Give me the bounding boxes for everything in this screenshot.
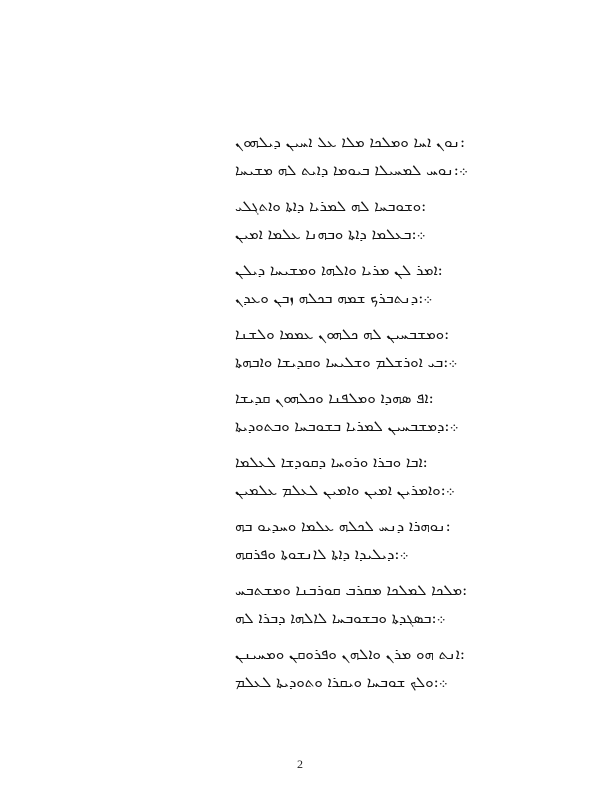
verse-line bbox=[235, 412, 565, 440]
verse-line-text: ܀:ܕܢܬܒܪܟ ܫܡܗ ܒܟܠܗ ܙܒܢ ܘܥܕܢ bbox=[235, 289, 433, 307]
verse-line-text: ܀:ܒܝ ܐܘܪܫܠܡ ܘܫܠܝܚܐ ܘܩܕܝܫܐ ܘܐܒܗܬܐ bbox=[235, 353, 458, 371]
stanza bbox=[235, 512, 565, 576]
verse-line-text: :ܐܡܪ ܠܢ ܡܪܝܐ ܘܐܠܗܐ ܘܡܫܝܚܐ ܕܝܠܢ bbox=[235, 261, 443, 279]
verse-line bbox=[235, 640, 565, 668]
verse-line bbox=[235, 284, 565, 312]
verse-line bbox=[235, 668, 565, 696]
verse-line bbox=[235, 320, 565, 348]
verse-line-text: :ܐܦ ܣܗܕܐ ܘܡܠܦܢܐ ܘܟܠܗܘܢ ܩܕܝܫܐ bbox=[235, 389, 434, 407]
stanza bbox=[235, 384, 565, 448]
stanza bbox=[235, 320, 565, 384]
stanza bbox=[235, 128, 565, 192]
stanza bbox=[235, 640, 565, 704]
verse-line-text: :ܘܫܘܒܚܐ ܠܗ ܠܡܪܝܐ ܕܐܬܐ ܘܐܬܓܠܝ bbox=[235, 197, 427, 215]
verse-line-text: ܀:ܘܠܟ ܫܘܒܚܐ ܘܝܩܪܐ ܘܬܘܕܝܬܐ ܠܥܠܡ bbox=[235, 673, 448, 691]
verse-line-text: ܀:ܢܘܚ ܠܡܚܝܠܐ ܒܝܘܡܐ ܕܐܝܬ ܠܗ ܡܫܝܚܐ bbox=[235, 161, 468, 179]
verse-line bbox=[235, 512, 565, 540]
stanza bbox=[235, 448, 565, 512]
stanza bbox=[235, 192, 565, 256]
stanza bbox=[235, 576, 565, 640]
verse-line bbox=[235, 220, 565, 248]
verse-line bbox=[235, 348, 565, 376]
verse-line bbox=[235, 256, 565, 284]
verse-line bbox=[235, 540, 565, 568]
verse-line-text: :ܢܘܢ ܐܚܐ ܘܡܠܟܐ ܡܠܐ ܥܠ ܐܚܝܢ ܕܝܠܗܘܢ bbox=[235, 133, 466, 151]
verse-line-text: :ܘܡܫܒܚܝܢ ܠܗ ܟܠܗܘܢ ܥܡܡܐ ܘܠܫܢܐ bbox=[235, 325, 450, 343]
verse-line bbox=[235, 192, 565, 220]
verse-line-text: ܀:ܒܥܠܡܐ ܕܐܬܐ ܘܒܗܢܐ ܥܠܡܐ ܐܡܝܢ bbox=[235, 225, 426, 243]
verse-line-text: :ܐܒܐ ܘܒܪܐ ܘܪܘܚܐ ܕܩܘܕܫܐ ܠܥܠܡܐ bbox=[235, 453, 428, 471]
verse-block bbox=[235, 128, 565, 704]
verse-line bbox=[235, 384, 565, 412]
verse-line-text: :ܡܠܟܐ ܠܡܠܟܐ ܡܩܪܒ ܩܘܪܒܢܐ ܘܡܫܬܒܚ bbox=[235, 581, 468, 599]
verse-line-text: :ܐܢܬ ܗܘ ܡܪܢ ܘܐܠܗܢ ܘܦܪܘܩܢ ܘܡܚܝܢܢ bbox=[235, 645, 465, 663]
verse-line-text: ܀:ܕܡܫܒܚܝܢ ܠܡܪܝܐ ܒܫܘܒܚܐ ܘܒܬܘܕܝܬܐ bbox=[235, 417, 459, 435]
verse-line bbox=[235, 576, 565, 604]
verse-line bbox=[235, 604, 565, 632]
verse-line-text: ܀:ܘܐܡܪܝܢ ܐܡܝܢ ܘܐܡܝܢ ܠܥܠܡ ܥܠܡܝܢ bbox=[235, 481, 455, 499]
verse-line-text: ܀:ܕܝܠܝܕܐ ܕܐܬܐ ܠܐܢܫܘܬܐ ܘܦܪܩܗ bbox=[235, 545, 409, 563]
verse-line bbox=[235, 448, 565, 476]
verse-line bbox=[235, 128, 565, 156]
page-number: 2 bbox=[297, 757, 303, 771]
verse-line-text: ܀:ܒܣܓܕܬܐ ܘܒܫܘܒܚܐ ܠܐܠܗܐ ܕܒܪܐ ܠܗ bbox=[235, 609, 446, 627]
verse-line bbox=[235, 476, 565, 504]
stanza bbox=[235, 256, 565, 320]
verse-line bbox=[235, 156, 565, 184]
verse-line-text: :ܢܘܗܪܐ ܕܢܚ ܠܟܠܗ ܥܠܡܐ ܘܚܕܝܘ ܒܗ bbox=[235, 517, 451, 535]
